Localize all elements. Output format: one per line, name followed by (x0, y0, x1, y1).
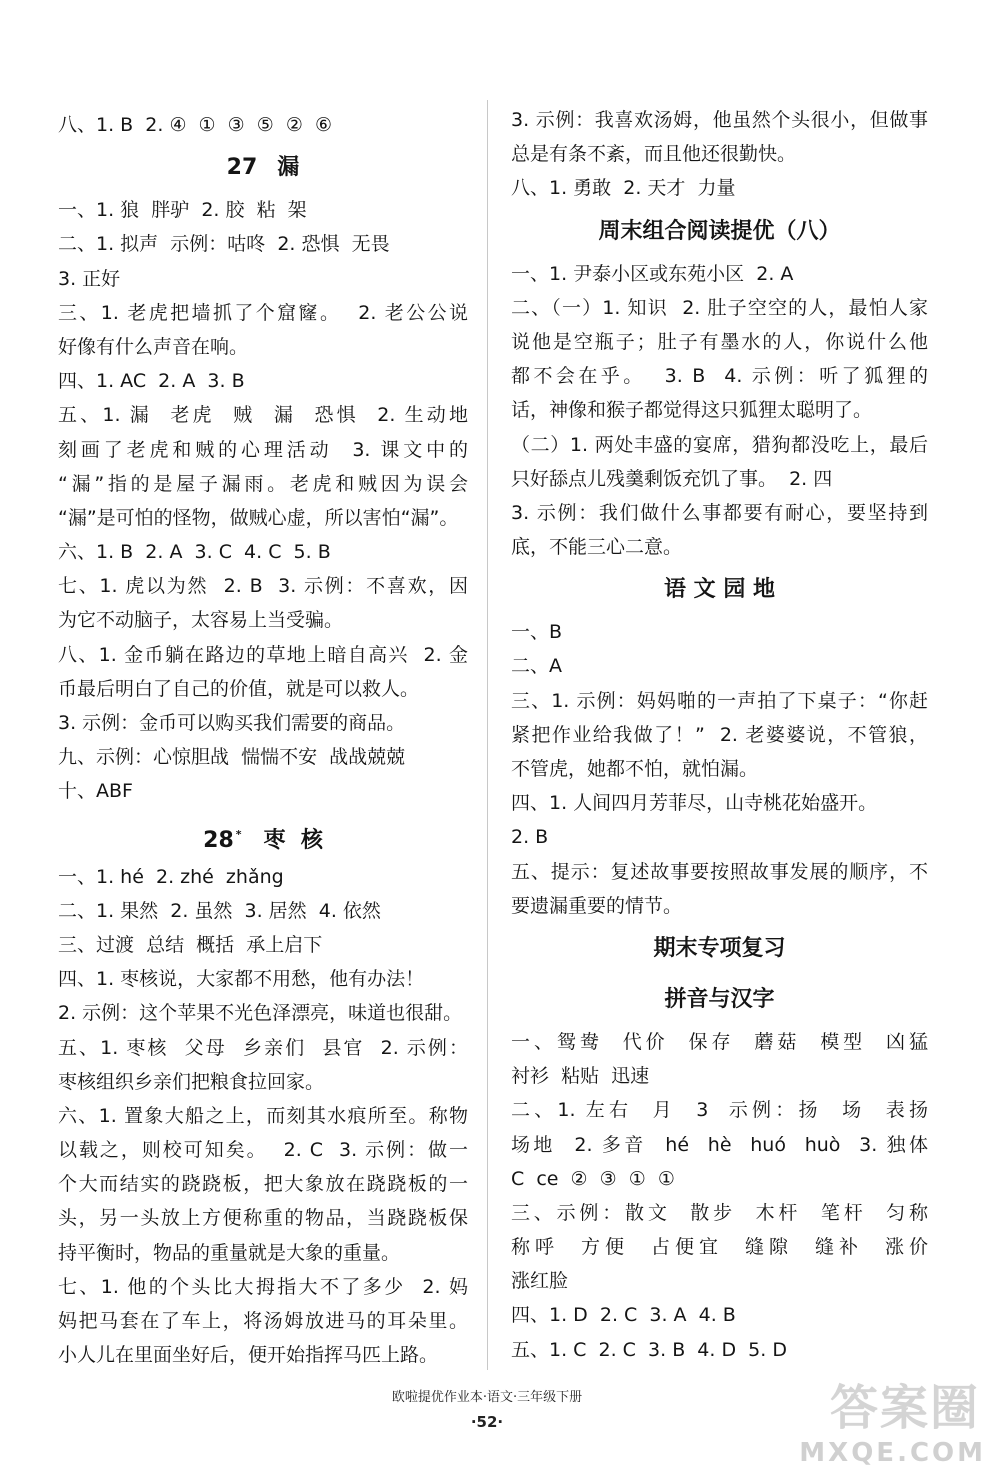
lesson-number: 27 (226, 155, 258, 181)
answer-paragraph (511, 684, 928, 787)
answer-line: 以载之，则校可知矣。 2. C 3. 示例：做一 (58, 1139, 468, 1162)
answer-line: 头，另一头放上方便称重的物品，当跷跷板保 (58, 1207, 468, 1230)
answer-line: 不管虎，她都不怕，就怕漏。 (511, 758, 759, 780)
answer-line: 二、（一）1. 知识 2. 肚子空空的人，最怕人家 (511, 296, 928, 319)
answer-line: 称呼 方便 占便宜 缝隙 缝补 涨价 (511, 1236, 928, 1259)
answer-paragraph (58, 996, 468, 1030)
right-answer-column (511, 103, 928, 1367)
answer-line: 2. 示例：这个苹果不光色泽漂亮，味道也很甜。 (58, 1002, 463, 1025)
answer-section (58, 809, 468, 1373)
watermark-logo: 答案圈 (829, 1380, 980, 1436)
answer-paragraph (58, 398, 468, 535)
answer-line: 紧把作业给我做了！” 2. 老婆婆说，不管狼， (511, 723, 928, 746)
answer-line: 一、1. hé 2. zhé zhǎng (58, 865, 284, 888)
answer-line: 小人儿在里面坐好后，便开始指挥马匹上路。 (58, 1344, 439, 1367)
answer-line: 好像有什么声音在响。 (58, 335, 249, 358)
answer-line: 二、1. 拟声 示例：咕咚 2. 恐惧 无畏 (58, 233, 390, 256)
answer-line: 一、鸳鸯 代价 保存 蘑菇 模型 凶猛 (511, 1030, 928, 1053)
answer-line: （二）1. 两处丰盛的宴席，猎狗都没吃上，最后 (511, 433, 928, 456)
answer-line: 衬衫 粘贴 迅速 (511, 1065, 650, 1088)
answer-line: 涨红脸 (511, 1270, 569, 1293)
answer-line: 七、1. 虎以为然 2. B 3. 示例：不喜欢，因 (58, 575, 468, 598)
footer-book-title: 欧啦提优作业本·语文·三年级下册 (391, 1390, 583, 1405)
answer-paragraph (511, 1298, 928, 1332)
answer-line: 3. 示例：我喜欢汤姆，他虽然个头很小，但做事 (511, 109, 928, 131)
answer-line: 都不会在乎。 3. B 4. 示例：听了狐狸的 (511, 365, 928, 388)
answer-paragraph (511, 1333, 928, 1367)
answer-paragraph (511, 1196, 928, 1299)
answer-line: 个大而结实的跷跷板，把大象放在跷跷板的一 (58, 1173, 468, 1196)
answer-section (58, 108, 468, 142)
answer-line: 四、1. 人间四月芳菲尽，山寺桃花始盛开。 (511, 792, 878, 815)
answer-line: 五、1. 漏 老虎 贼 漏 恐惧 2. 生动地 (58, 404, 468, 427)
answer-paragraph (58, 860, 468, 894)
answer-line: 3. 示例：我们做什么事都要有耐心，要坚持到 (511, 501, 928, 524)
answer-line: 五、提示：复述故事要按照故事发展的顺序，不 (511, 860, 928, 883)
answer-line: 八、1. 勇敢 2. 天才 力量 (511, 177, 736, 200)
answer-paragraph (58, 962, 468, 996)
answer-paragraph (511, 171, 928, 205)
left-answer-column (58, 108, 468, 1372)
answer-line: 八、1. B 2. ④ ① ③ ⑤ ② ⑥ (58, 114, 333, 136)
page-number: ·52· (470, 1413, 504, 1431)
answer-paragraph (58, 193, 468, 227)
answer-line: 只好舔点儿残羹剩饭充饥了事。 2. 四 (511, 467, 833, 490)
answer-paragraph (58, 774, 468, 808)
section-heading (511, 923, 928, 974)
heading-title: 期末专项复习 (653, 935, 786, 961)
answer-paragraph (511, 103, 928, 171)
answer-line: 一、1. 狼 胖驴 2. 胶 粘 架 (58, 199, 307, 222)
answer-line: 八、1. 金币躺在路边的草地上暗自高兴 2. 金 (58, 643, 468, 666)
answer-line: 七、1. 他的个头比大拇指大不了多少 2. 妈 (58, 1275, 468, 1298)
lesson-number: 28 (203, 827, 234, 853)
answer-section (58, 142, 468, 808)
answer-line: “漏”指的是屋子漏雨。老虎和贼因为误会 (58, 472, 468, 495)
answer-line: 要遗漏重要的情节。 (511, 894, 683, 917)
answer-paragraph (511, 496, 928, 564)
section-heading (511, 206, 928, 257)
answer-line: 十、ABF (58, 780, 133, 803)
answer-line: 二、A (511, 655, 562, 678)
answer-paragraph (58, 928, 468, 962)
answer-paragraph (58, 894, 468, 928)
answer-line: 一、1. 尹泰小区或东苑小区 2. A (511, 262, 794, 285)
answer-paragraph (58, 1270, 468, 1373)
answer-paragraph (58, 638, 468, 706)
section-heading (511, 564, 928, 615)
answer-paragraph (511, 1093, 928, 1196)
answer-line: 九、示例：心惊胆战 惴惴不安 战战兢兢 (58, 746, 406, 769)
answer-line: 刻画了老虎和贼的心理活动 3. 课文中的 (58, 438, 468, 461)
answer-line: 二、1. 左右 月 3 示例：扬 场 表扬 (511, 1099, 928, 1122)
answer-section (511, 103, 928, 206)
answer-section (511, 923, 928, 974)
answer-paragraph (511, 1025, 928, 1093)
answer-paragraph (58, 569, 468, 637)
heading-title: 周末组合阅读提优（八） (598, 218, 841, 244)
heading-title: 语 文 园 地 (664, 577, 775, 603)
answer-section (511, 974, 928, 1367)
section-heading (58, 142, 468, 193)
answer-line: 持平衡时，物品的重量就是大象的重量。 (58, 1241, 401, 1264)
answer-paragraph (58, 535, 468, 569)
section-heading (511, 974, 928, 1025)
answer-paragraph (511, 257, 928, 291)
answer-line: 币最后明白了自己的价值，就是可以救人。 (58, 677, 420, 700)
answer-paragraph (511, 786, 928, 820)
answer-paragraph (58, 1099, 468, 1270)
answer-line: C ce ② ③ ① ① (511, 1167, 675, 1190)
answer-line: 三、示例：散文 散步 木杆 笔杆 匀称 (511, 1201, 928, 1224)
answer-line: 妈把马套在了车上，将汤姆放进马的耳朵里。 (58, 1310, 468, 1332)
answer-line: 三、过渡 总结 概括 承上启下 (58, 933, 323, 956)
answer-line: 一、B (511, 621, 563, 644)
answer-line: 3. 示例：金币可以购买我们需要的商品。 (58, 712, 406, 734)
answer-section (511, 564, 928, 923)
answer-paragraph (511, 855, 928, 923)
column-divider (487, 100, 488, 1370)
answer-line: “漏”是可怕的怪物，做贼心虚，所以害怕“漏”。 (58, 506, 459, 529)
answer-line: 总是有条不紊，而且他还很勤快。 (511, 143, 797, 166)
answer-paragraph (58, 108, 468, 142)
answer-section (511, 206, 928, 565)
answer-paragraph (58, 296, 468, 364)
answer-line: 四、1. 枣核说，大家都不用愁，他有办法！ (58, 968, 425, 991)
answer-paragraph (58, 1031, 468, 1099)
section-heading (58, 809, 468, 860)
answer-line: 二、1. 果然 2. 虽然 3. 居然 4. 依然 (58, 899, 381, 922)
answer-paragraph (58, 262, 468, 296)
answer-line: 3. 正好 (58, 267, 121, 290)
answer-paragraph (511, 820, 928, 854)
answer-paragraph (58, 706, 468, 740)
answer-line: 六、1. B 2. A 3. C 4. C 5. B (58, 541, 331, 564)
answer-line: 底，不能三心二意。 (511, 536, 683, 559)
answer-line: 枣核组织乡亲们把粮食拉回家。 (58, 1070, 325, 1093)
answer-line: 六、1. 置象大船之上，而刻其水痕所至。称物 (58, 1104, 468, 1127)
answer-line: 2. B (511, 826, 549, 849)
answer-line: 为它不动脑子，太容易上当受骗。 (58, 609, 344, 632)
heading-title: 拼音与汉字 (664, 986, 775, 1012)
answer-paragraph (511, 428, 928, 496)
lesson-mark: * (235, 827, 242, 841)
heading-title: 枣 核 (263, 827, 323, 853)
answer-line: 三、1. 示例：妈妈啪的一声拍了下桌子：“你赶 (511, 689, 928, 712)
answer-paragraph (511, 291, 928, 428)
answer-paragraph (58, 364, 468, 398)
answer-line: 四、1. AC 2. A 3. B (58, 370, 245, 393)
answer-line: 五、1. C 2. C 3. B 4. D 5. D (511, 1338, 787, 1361)
answer-paragraph (511, 615, 928, 649)
answer-line: 三、1. 老虎把墙抓了个窟窿。 2. 老公公说 (58, 301, 468, 324)
answer-paragraph (511, 649, 928, 683)
answer-paragraph (58, 227, 468, 261)
answer-line: 话，神像和猴子都觉得这只狐狸太聪明了。 (511, 399, 873, 422)
answer-line: 四、1. D 2. C 3. A 4. B (511, 1304, 736, 1327)
answer-line: 五、1. 枣核 父母 乡亲们 县官 2. 示例： (58, 1036, 468, 1059)
watermark-site: MXQE.COM (799, 1438, 986, 1468)
heading-title: 漏 (277, 155, 300, 181)
answer-line: 场地 2. 多音 hé hè huó huò 3. 独体 (511, 1133, 928, 1156)
answer-line: 说他是空瓶子；肚子有墨水的人，你说什么他 (511, 330, 928, 353)
answer-paragraph (58, 740, 468, 774)
